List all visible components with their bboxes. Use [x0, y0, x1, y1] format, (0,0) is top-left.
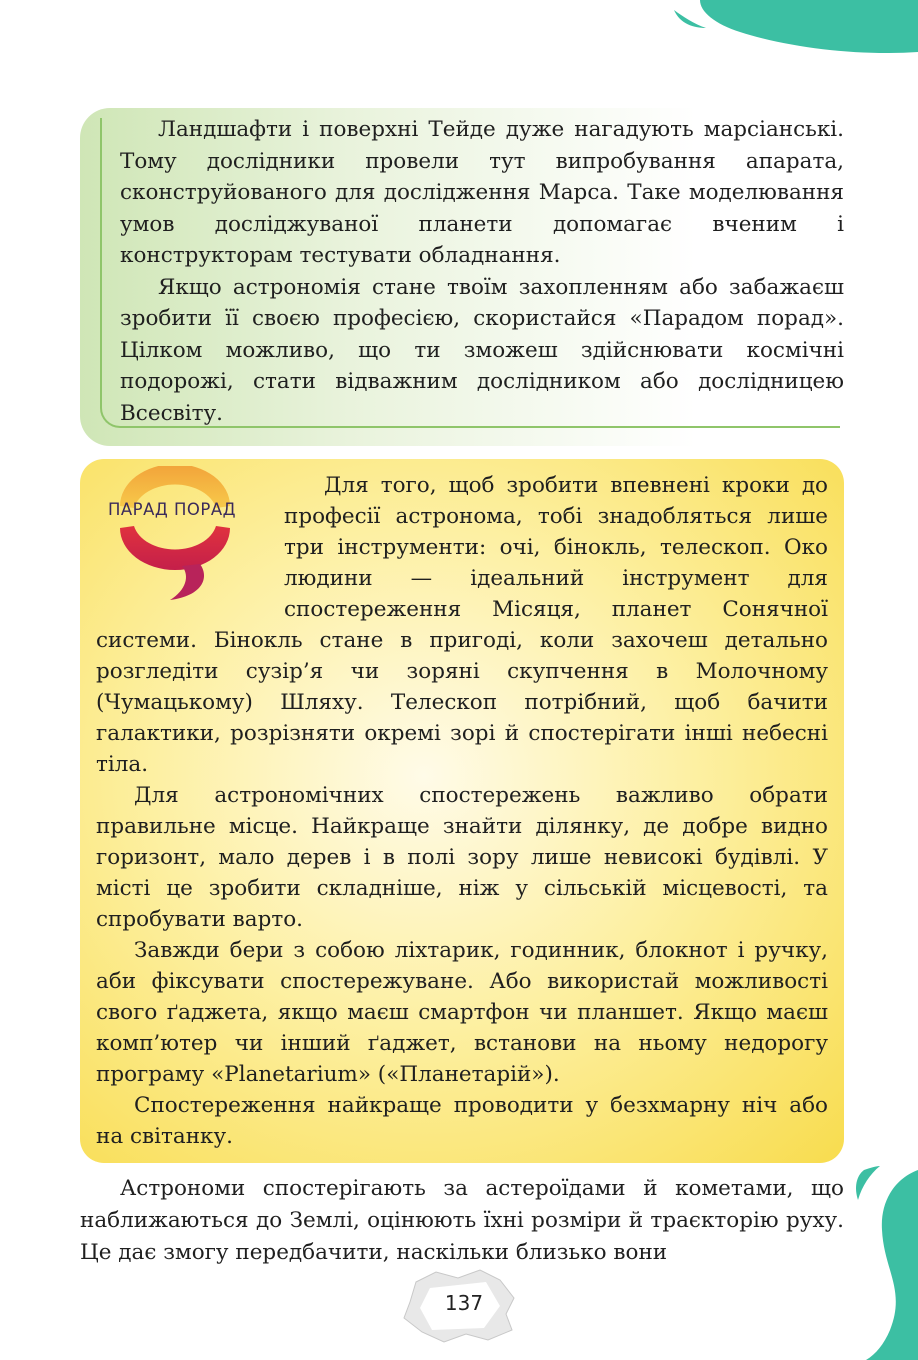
info-box-text — [120, 114, 844, 429]
side-decoration-bottom — [846, 1160, 918, 1360]
advice-paragraph: Для того, щоб зробити впевнені кроки до професії астронома, тобі знадобляться лише три інструменти: очі, бінокль, телескоп. Око людини — ідеальний інструмент для спостереження Місяця, планет Сонячної системи. Бінокль стане в пригоді, коли захочеш детально розгледіти сузір’я чи зоряні скупчення в Молочному (Чумацькому) Шляху. Телескоп потрібний, щоб бачити галактики, розрізняти окремі зорі й спостерігати інші небесні тіла. — [96, 473, 828, 777]
info-paragraph: Ландшафти і поверхні Тейде дуже нагадують марсіанські. Тому дослідники провели тут випробування апарата, сконструйованого для дослідження Марса. Таке моделювання умов досліджуваної планети допомагає вченим і конструкторам тестувати обладнання. — [120, 117, 844, 268]
corner-decoration-top — [660, 0, 918, 60]
body-paragraph: Астрономи спостерігають за астероїдами й кометами, що наближаються до Землі, оцінюють їхні розміри й траєкторію руху. Це дає змогу передбачити, наскільки близько вони — [80, 1176, 844, 1265]
info-paragraph: Якщо астрономія стане твоїм захопленням або забажаєш зробити її своєю професією, скористайся «Парадом порад». Цілком можливо, що ти зможеш здійснювати космічні подорожі, стати відважним дослідником або дослідницею Всесвіту. — [120, 274, 844, 426]
logo-label: ПАРАД ПОРАД — [107, 500, 237, 519]
advice-paragraph: Для астрономічних спостережень важливо обрати правильне місце. Найкраще знайти ділянку, де добре видно горизонт, мало дерев і в полі зору лише невисокі будівлі. У місті це зробити складніше, ніж у сільській місцевості, та спробувати варто. — [96, 783, 828, 932]
advice-paragraph: Завжди бери з собою ліхтарик, годинник, блокнот і ручку, аби фіксувати спостережуване. Або використай можливості свого ґаджета, якщо маєш смартфон чи планшет. Якщо маєш комп’ютер чи інший ґаджет, встанови на ньому недорогу програму «Planetarium» («Планетарій»). — [96, 938, 828, 1087]
advice-paragraph: Спостереження найкраще проводити у безхмарну ніч або на світанку. — [96, 1093, 828, 1149]
page-number: 137 — [444, 1291, 484, 1315]
advice-text — [96, 470, 828, 1152]
